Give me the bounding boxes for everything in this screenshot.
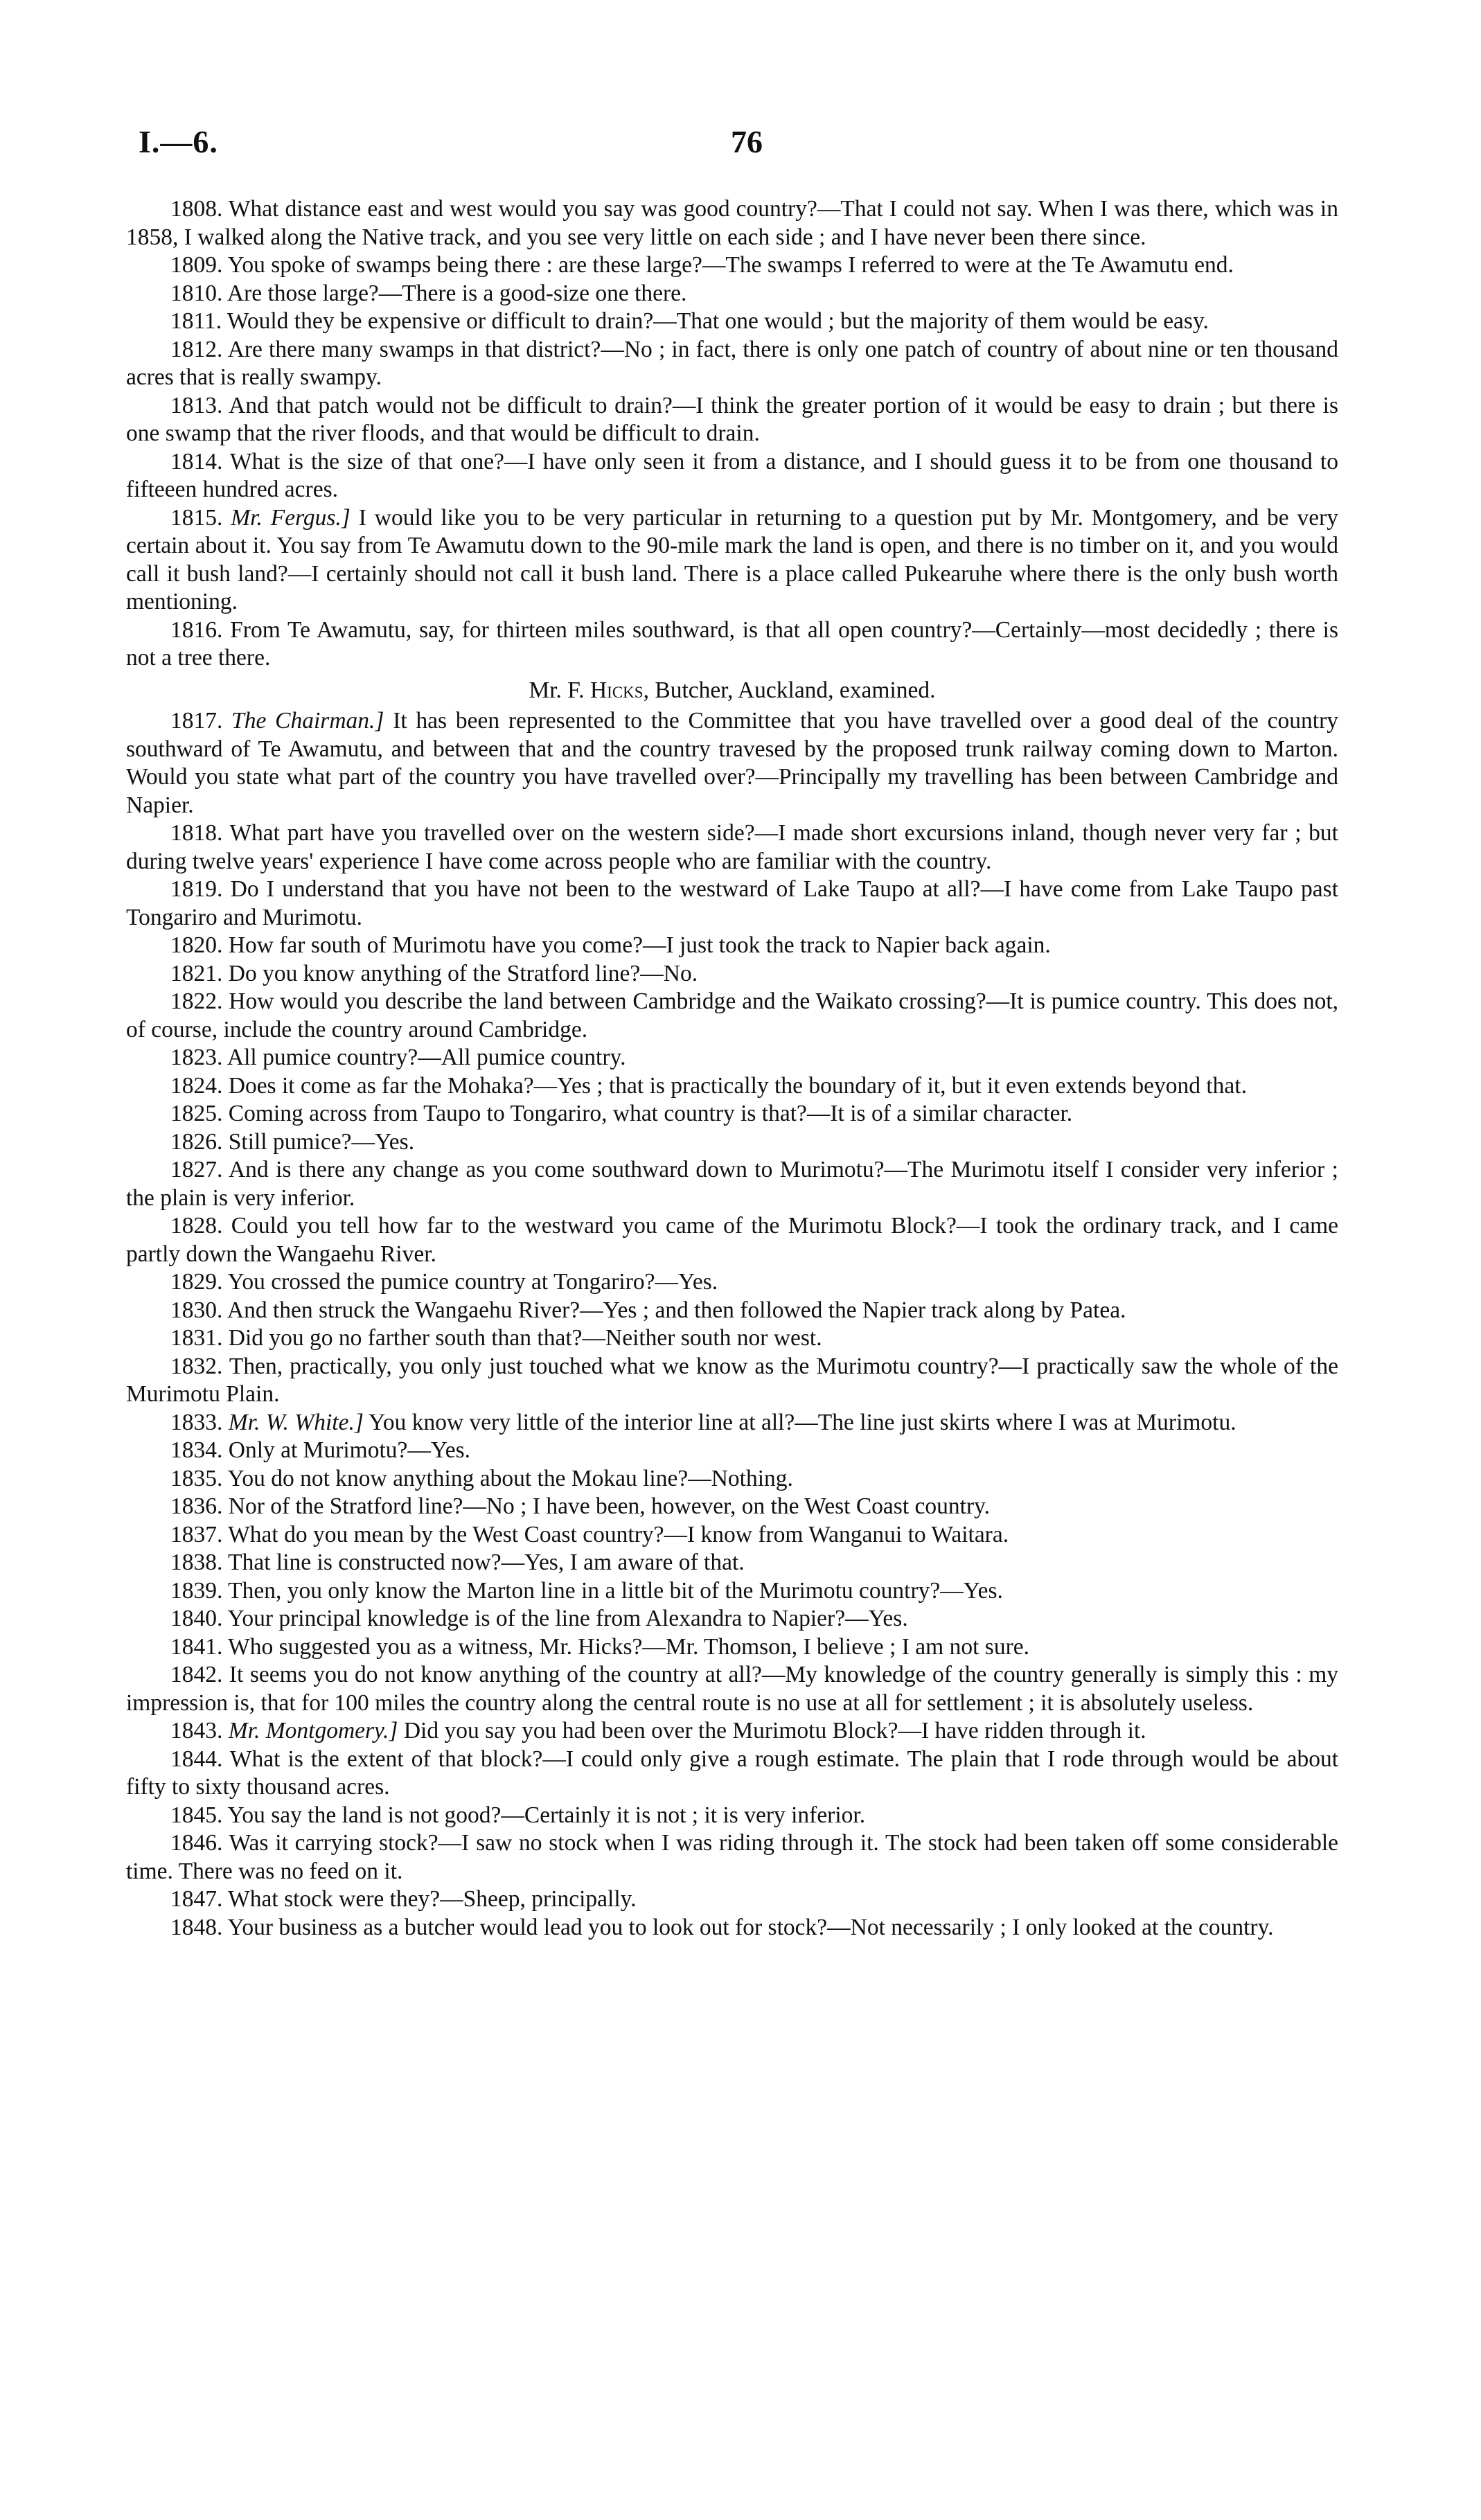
question-text: Who suggested you as a witness, Mr. Hicks?—Mr. Thomson, I believe ; I am not sure. (228, 1633, 1029, 1660)
question-text: Only at Murimotu?—Yes. (228, 1437, 471, 1463)
question-paragraph (126, 308, 1338, 336)
question-number: 1835. (170, 1465, 223, 1491)
question-number: 1840. (170, 1606, 223, 1631)
question-text: Are there many swamps in that district?—No ; in fact, there is only one patch of country of about nine or ten thousand acres that is really swampy. (126, 336, 1338, 390)
witness-description: , Butcher, Auckland, examined. (643, 677, 936, 703)
question-paragraph (126, 1212, 1338, 1268)
question-paragraph (126, 1353, 1338, 1409)
question-text: Does it come as far the Mohaka?—Yes ; that is practically the boundary of it, but it even extends beyond that. (228, 1072, 1247, 1099)
question-text: And that patch would not be difficult to drain?—I think the greater portion of it would be easy to drain ; but there is one swamp that the river floods, and that would be difficult to drain. (126, 392, 1338, 446)
question-number: 1826. (170, 1128, 223, 1155)
question-paragraph (126, 1885, 1338, 1914)
question-number: 1843. (170, 1718, 223, 1743)
question-number: 1830. (170, 1297, 223, 1323)
question-text: It seems you do not know anything of the country at all?—My knowledge of the country generally is simply this : my impression is, that for 100 miles the country along the central route is no use at all for settlement ; it is absolutely useless. (126, 1662, 1338, 1716)
speaker-label: Mr. Fergus.] (231, 504, 351, 531)
question-paragraph (126, 876, 1338, 932)
question-paragraph (126, 616, 1338, 673)
question-number: 1808. (170, 196, 223, 222)
question-text: That line is constructed now?—Yes, I am aware of that. (228, 1550, 745, 1575)
page-number: 76 (731, 124, 763, 159)
question-paragraph (126, 336, 1338, 392)
question-paragraph (126, 1072, 1338, 1101)
question-paragraph (126, 819, 1338, 876)
witness-heading (126, 677, 1338, 705)
question-number: 1815. (170, 504, 223, 531)
witness-title: Mr. F. (529, 677, 590, 703)
witness-name: Hicks (589, 677, 644, 703)
question-number: 1846. (170, 1830, 223, 1856)
question-number: 1812. (170, 336, 223, 362)
question-number: 1823. (170, 1045, 223, 1070)
question-text: Do you know anything of the Stratford line?—No. (228, 960, 698, 986)
question-number: 1817. (170, 708, 223, 734)
evidence-body (126, 195, 1338, 1942)
question-number: 1829. (170, 1269, 223, 1295)
question-paragraph (126, 1324, 1338, 1353)
question-text: Was it carrying stock?—I saw no stock when I was riding through it. The stock had been taken off some considerable time. There was no feed on it. (126, 1830, 1338, 1884)
question-paragraph (126, 707, 1338, 819)
question-text: What is the extent of that block?—I could only give a rough estimate. The plain that I rode through would be about fifty to sixty thousand acres. (126, 1746, 1338, 1800)
question-number: 1839. (170, 1577, 223, 1604)
question-text: Your business as a butcher would lead you to look out for stock?—Not necessarily ; I only looked at the country. (227, 1914, 1274, 1940)
question-text: It has been represented to the Committee that you have travelled over a good deal of the country southward of Te Awamutu, and between that and the country travesed by the proposed trunk railway coming down to Marton. Would you state what part of the country you have travelled over?—Principally my travelling has been between Cambridge and Napier. (126, 708, 1339, 818)
question-paragraph (126, 1465, 1338, 1493)
question-number: 1811. (170, 308, 222, 334)
question-paragraph (126, 1661, 1338, 1717)
question-number: 1828. (170, 1213, 223, 1239)
question-number: 1841. (170, 1633, 223, 1660)
question-number: 1814. (170, 448, 223, 474)
question-text: Would they be expensive or difficult to drain?—That one would ; but the majority of them would be easy. (227, 308, 1209, 334)
question-paragraph (126, 1156, 1338, 1212)
question-text: What is the size of that one?—I have only seen it from a distance, and I should guess it to be from one thousand to fifteeen hundred acres. (126, 448, 1338, 502)
question-number: 1848. (170, 1914, 223, 1940)
question-text: You spoke of swamps being there : are these large?—The swamps I referred to were at the Te Awamutu end. (227, 252, 1234, 278)
question-text: How would you describe the land between Cambridge and the Waikato crossing?—It is pumice country. This does not, of course, include the country around Cambridge. (126, 988, 1339, 1042)
question-paragraph (126, 1409, 1338, 1437)
question-text: You know very little of the interior line at all?—The line just skirts where I was at Murimotu. (369, 1409, 1236, 1435)
question-text: What part have you travelled over on the western side?—I made short excursions inland, though never very far ; but during twelve years' experience I have come across people who are familiar with the country. (126, 820, 1338, 874)
question-text: Then, practically, you only just touched what we know as the Murimotu country?—I practically saw the whole of the Murimotu Plain. (126, 1353, 1338, 1407)
question-number: 1816. (170, 616, 223, 643)
question-paragraph (126, 932, 1338, 960)
question-text: Did you go no farther south than that?—Neither south nor west. (228, 1325, 822, 1351)
question-number: 1813. (170, 392, 223, 418)
question-paragraph (126, 988, 1338, 1044)
question-text: Then, you only know the Marton line in a little bit of the Murimotu country?—Yes. (228, 1577, 1003, 1604)
question-number: 1824. (170, 1072, 223, 1099)
question-text: And then struck the Wangaehu River?—Yes ; and then followed the Napier track along by Patea. (227, 1297, 1126, 1323)
question-text: All pumice country?—All pumice country. (227, 1045, 626, 1070)
question-paragraph (126, 1549, 1338, 1577)
question-number: 1838. (170, 1550, 223, 1575)
document-reference: I.—6. (139, 124, 218, 159)
question-paragraph (126, 195, 1338, 251)
question-number: 1827. (170, 1157, 223, 1182)
question-paragraph (126, 1829, 1338, 1885)
question-paragraph (126, 1437, 1338, 1465)
question-paragraph (126, 1802, 1338, 1830)
question-text: Coming across from Taupo to Tongariro, what country is that?—It is of a similar character. (228, 1101, 1073, 1126)
question-text: What do you mean by the West Coast country?—I know from Wanganui to Waitara. (228, 1521, 1009, 1547)
question-text: Did you say you had been over the Murimotu Block?—I have ridden through it. (403, 1718, 1146, 1743)
question-text: Do I understand that you have not been to the westward of Lake Taupo at all?—I have come from Lake Taupo past Tongariro and Murimotu. (126, 876, 1339, 930)
question-text: I would like you to be very particular in returning to a question put by Mr. Montgomery, and be very certain about it. You say from Te Awamutu down to the 90-mile mark the land is open, and there is no timber on it, and you would call it bush land?—I certainly should not call it bush land. There is a place called Pukearuhe where there is the only bush worth mentioning. (126, 504, 1339, 614)
question-text: Still pumice?—Yes. (228, 1128, 415, 1155)
question-paragraph (126, 392, 1338, 448)
question-paragraph (126, 1268, 1338, 1297)
question-paragraph (126, 1633, 1338, 1662)
question-paragraph (126, 280, 1338, 308)
question-paragraph (126, 1493, 1338, 1521)
question-paragraph (126, 1297, 1338, 1325)
question-paragraph (126, 1128, 1338, 1157)
question-paragraph (126, 1914, 1338, 1942)
question-paragraph (126, 504, 1338, 616)
question-paragraph (126, 1521, 1338, 1550)
speaker-label: Mr. Montgomery.] (228, 1718, 398, 1743)
question-number: 1820. (170, 932, 223, 958)
question-number: 1844. (170, 1746, 223, 1772)
question-text: How far south of Murimotu have you come?—I just took the track to Napier back again. (228, 932, 1051, 958)
question-number: 1810. (170, 280, 223, 306)
question-number: 1831. (170, 1325, 223, 1351)
speaker-label: Mr. W. White.] (228, 1409, 364, 1435)
question-number: 1809. (170, 252, 223, 278)
question-paragraph (126, 1605, 1338, 1633)
question-text: What stock were they?—Sheep, principally. (228, 1886, 637, 1912)
question-text: Nor of the Stratford line?—No ; I have been, however, on the West Coast country. (228, 1493, 991, 1519)
question-text: And is there any change as you come southward down to Murimotu?—The Murimotu itself I consider very inferior ; the plain is very inferior. (126, 1157, 1338, 1211)
question-paragraph (126, 251, 1338, 280)
question-text: You say the land is not good?—Certainly it is not ; it is very inferior. (227, 1802, 866, 1828)
question-paragraph (126, 448, 1338, 504)
question-number: 1836. (170, 1493, 223, 1519)
question-text: From Te Awamutu, say, for thirteen miles southward, is that all open country?—Certainly—most decidedly ; there is not a tree there. (126, 616, 1339, 671)
question-number: 1822. (170, 988, 223, 1014)
question-number: 1845. (170, 1802, 223, 1828)
question-number: 1847. (170, 1886, 223, 1912)
question-text: What distance east and west would you say was good country?—That I could not say. When I was there, which was in 1858, I walked along the Native track, and you see very little on each side ; and I have never been there since. (126, 196, 1338, 250)
question-paragraph (126, 1577, 1338, 1606)
question-paragraph (126, 1044, 1338, 1072)
question-number: 1818. (170, 820, 223, 846)
question-text: Could you tell how far to the westward you came of the Murimotu Block?—I took the ordinary track, and I came partly down the Wangaehu River. (126, 1213, 1338, 1267)
speaker-label: The Chairman.] (231, 708, 384, 734)
question-text: Your principal knowledge is of the line from Alexandra to Napier?—Yes. (227, 1606, 908, 1631)
question-text: You do not know anything about the Mokau line?—Nothing. (227, 1465, 793, 1491)
question-paragraph (126, 1746, 1338, 1802)
question-number: 1825. (170, 1101, 223, 1126)
question-number: 1842. (170, 1662, 223, 1687)
question-text: You crossed the pumice country at Tongariro?—Yes. (227, 1269, 718, 1295)
question-paragraph (126, 1100, 1338, 1128)
question-number: 1832. (170, 1353, 223, 1379)
question-paragraph (126, 960, 1338, 988)
question-number: 1837. (170, 1521, 223, 1547)
question-number: 1833. (170, 1409, 223, 1435)
question-text: Are those large?—There is a good-size one there. (227, 280, 687, 306)
question-number: 1819. (170, 876, 223, 902)
question-paragraph (126, 1717, 1338, 1746)
question-number: 1821. (170, 960, 223, 986)
question-number: 1834. (170, 1437, 223, 1463)
